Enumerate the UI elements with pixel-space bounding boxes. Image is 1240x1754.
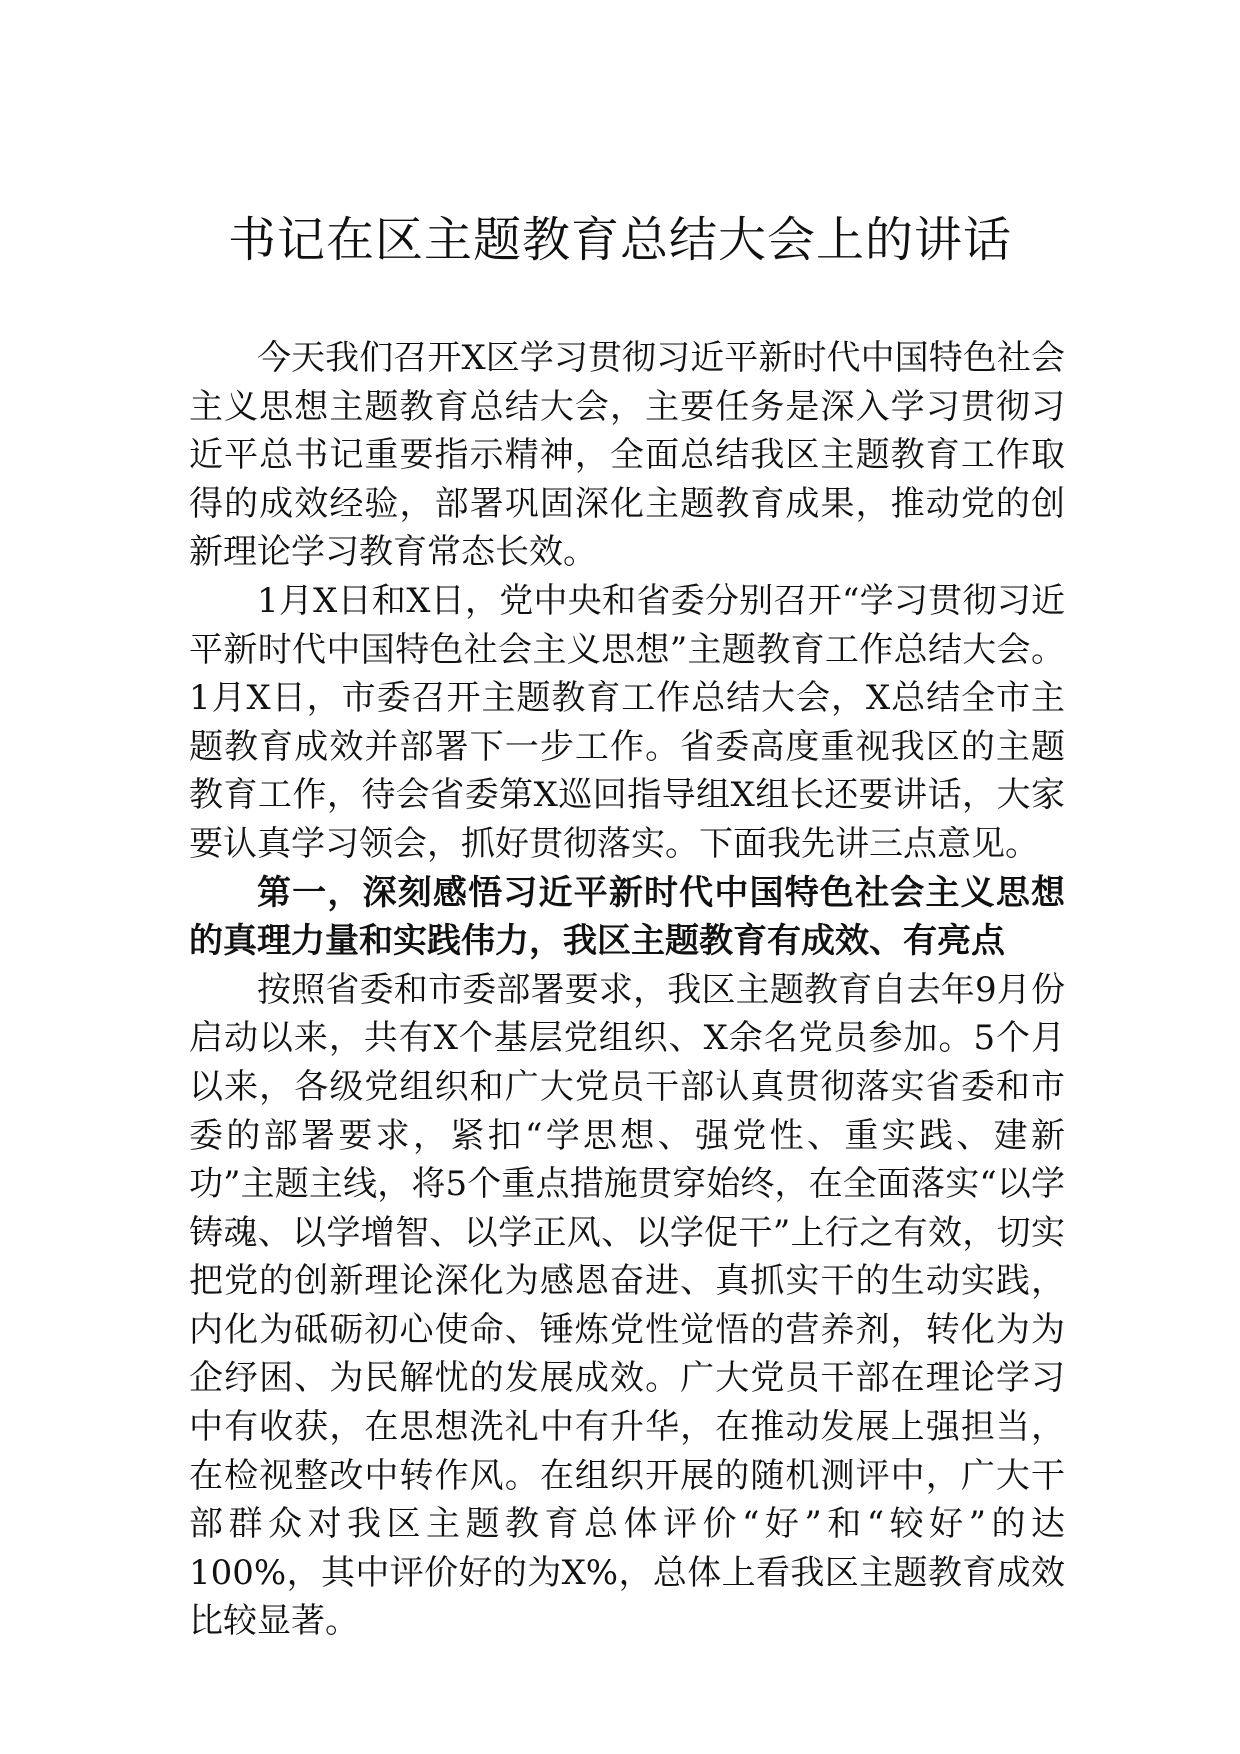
- document-body: [189, 334, 1065, 1646]
- paragraph-achievements: 按照省委和市委部署要求，我区主题教育自去年9月份启动以来，共有X个基层党组织、X余名党员参加。5个月以来，各级党组织和广大党员干部认真贯彻落实省委和市委的部署要求，紧扣“学思想、强党性、重实践、建新功”主题主线，将5个重点措施贯穿始终，在全面落实“以学铸魂、以学增智、以学正风、以学促干”上行之有效，切实把党的创新理论深化为感恩奋进、真抓实干的生动实践，内化为砥砺初心使命、锤炼党性觉悟的营养剂，转化为为企纾困、为民解忧的发展成效。广大党员干部在理论学习中有收获，在思想洗礼中有升华，在推动发展上强担当，在检视整改中转作风。在组织开展的随机测评中，广大干部群众对我区主题教育总体评价“好”和“较好”的达100%，其中评价好的为X%，总体上看我区主题教育成效比较显著。: [189, 969, 1065, 1642]
- paragraph-intro: 今天我们召开X区学习贯彻习近平新时代中国特色社会主义思想主题教育总结大会，主要任务是深入学习贯彻习近平总书记重要指示精神，全面总结我区主题教育工作取得的成效经验，部署巩固深化主题教育成果，推动党的创新理论学习教育常态长效。: [189, 338, 1065, 573]
- section-heading-first: 第一，深刻感悟习近平新时代中国特色社会主义思想的真理力量和实践伟力，我区主题教育有成效、有亮点: [189, 872, 1065, 962]
- paragraph-background: 1月X日和X日，党中央和省委分别召开“学习贯彻习近平新时代中国特色社会主义思想”主题教育工作总结大会。1月X日，市委召开主题教育工作总结大会，X总结全市主题教育成效并部署下一步工作。省委高度重视我区的主题教育工作，待会省委第X巡回指导组X组长还要讲话，大家要认真学习领会，抓好贯彻落实。下面我先讲三点意见。: [189, 580, 1065, 864]
- document-title: 书记在区主题教育总结大会上的讲话: [227, 212, 1012, 268]
